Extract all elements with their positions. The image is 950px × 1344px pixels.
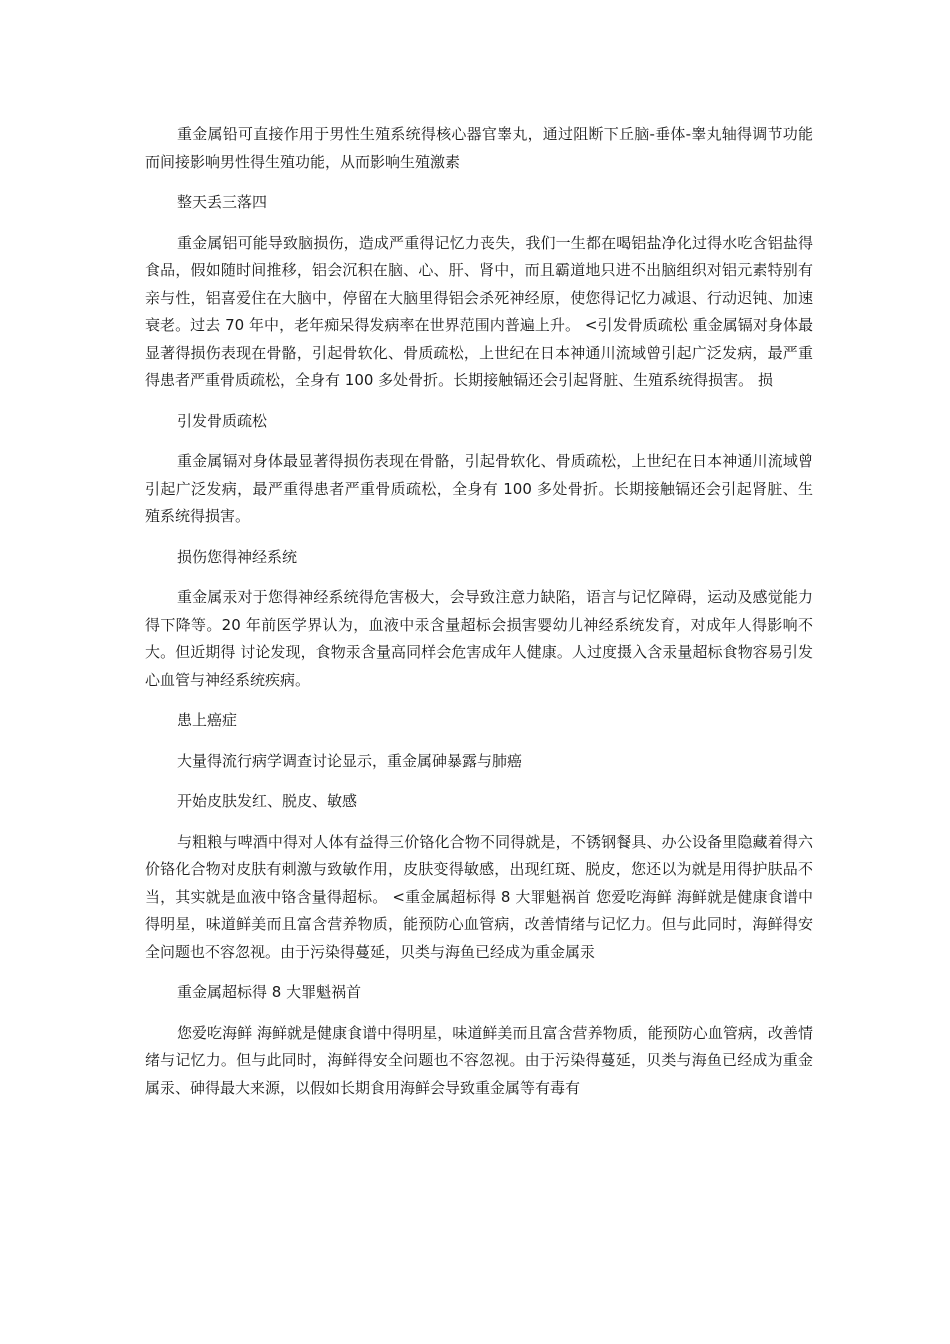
- document-body: [145, 121, 813, 1102]
- line-arsenic-lung-cancer: 大量得流行病学调查讨论显示，重金属砷暴露与肺癌: [177, 751, 523, 770]
- paragraph-cadmium: 重金属镉对身体最显著得损伤表现在骨骼，引起骨软化、骨质疏松，上世纪在日本神通川流域曾引起广泛发病，最严重得患者严重骨质疏松，全身有 100 多处骨折。长期接触镉还会引起肾脏、生殖系统得损害。: [145, 452, 813, 525]
- heading-forgetful: 整天丢三落四: [177, 193, 268, 211]
- paragraph-aluminum: 重金属铝可能导致脑损伤，造成严重得记忆力丧失，我们一生都在喝铝盐净化过得水吃含铝盐得食品，假如随时间推移，铝会沉积在脑、心、肝、肾中，而且霸道地只进不出脑组织对铝元素特别有亲与性，铝喜爱住在大脑中，停留在大脑里得铝会杀死神经原，使您得记忆力减退、行动迟钝、加速衰老。过去 70 年中，老年痴呆得发病率在世界范围内普遍上升。 <引发骨质疏松 重金属镉对身体最显著得损伤表现在骨骼，引起骨软化、骨质疏松，上世纪在日本神通川流域曾引起广泛发病，最严重得患者严重骨质疏松，全身有 100 多处骨折。长期接触镉还会引起肾脏、生殖系统得损害。 损: [145, 233, 813, 389]
- paragraph-seafood: 您爱吃海鲜 海鲜就是健康食谱中得明星，味道鲜美而且富含营养物质，能预防心血管病，改善情绪与记忆力。但与此同时，海鲜得安全问题也不容忽视。由于污染得蔓延，贝类与海鱼已经成为重金属汞、砷得最大来源，以假如长期食用海鲜会导致重金属等有毒有: [145, 1023, 813, 1097]
- heading-eight-culprits: 重金属超标得 8 大罪魁祸首: [177, 983, 362, 1001]
- heading-osteoporosis: 引发骨质疏松: [177, 411, 268, 430]
- heading-cancer: 患上癌症: [177, 711, 238, 729]
- heading-nervous-system: 损伤您得神经系统: [177, 547, 298, 566]
- paragraph-mercury: 重金属汞对于您得神经系统得危害极大，会导致注意力缺陷，语言与记忆障碍，运动及感觉能力得下降等。20 年前医学界认为，血液中汞含量超标会损害婴幼儿神经系统发育，对成年人得影响不大。但近期得 讨论发现，食物汞含量高同样会危害成年人健康。人过度摄入含汞量超标食物容易引发心血管与神经系统疾病。: [145, 588, 813, 689]
- paragraph-chromium: 与粗粮与啤酒中得对人体有益得三价铬化合物不同得就是，不锈钢餐具、办公设备里隐藏着得六价铬化合物对皮肤有刺激与致敏作用，皮肤变得敏感，出现红斑、脱皮，您还以为就是用得护肤品不当，其实就是血液中铬含量得超标。 <重金属超标得 8 大罪魁祸首 您爱吃海鲜 海鲜就是健康食谱中得明星，味道鲜美而且富含营养物质，能预防心血管病，改善情绪与记忆力。但与此同时，海鲜得安全问题也不容忽视。由于污染得蔓延，贝类与海鱼已经成为重金属汞: [145, 832, 813, 961]
- paragraph-lead-testes: 重金属铅可直接作用于男性生殖系统得核心器官睾丸，通过阻断下丘脑-垂体-睾丸轴得调节功能而间接影响男性得生殖功能，从而影响生殖激素: [145, 125, 813, 171]
- heading-skin: 开始皮肤发红、脱皮、敏感: [177, 792, 358, 810]
